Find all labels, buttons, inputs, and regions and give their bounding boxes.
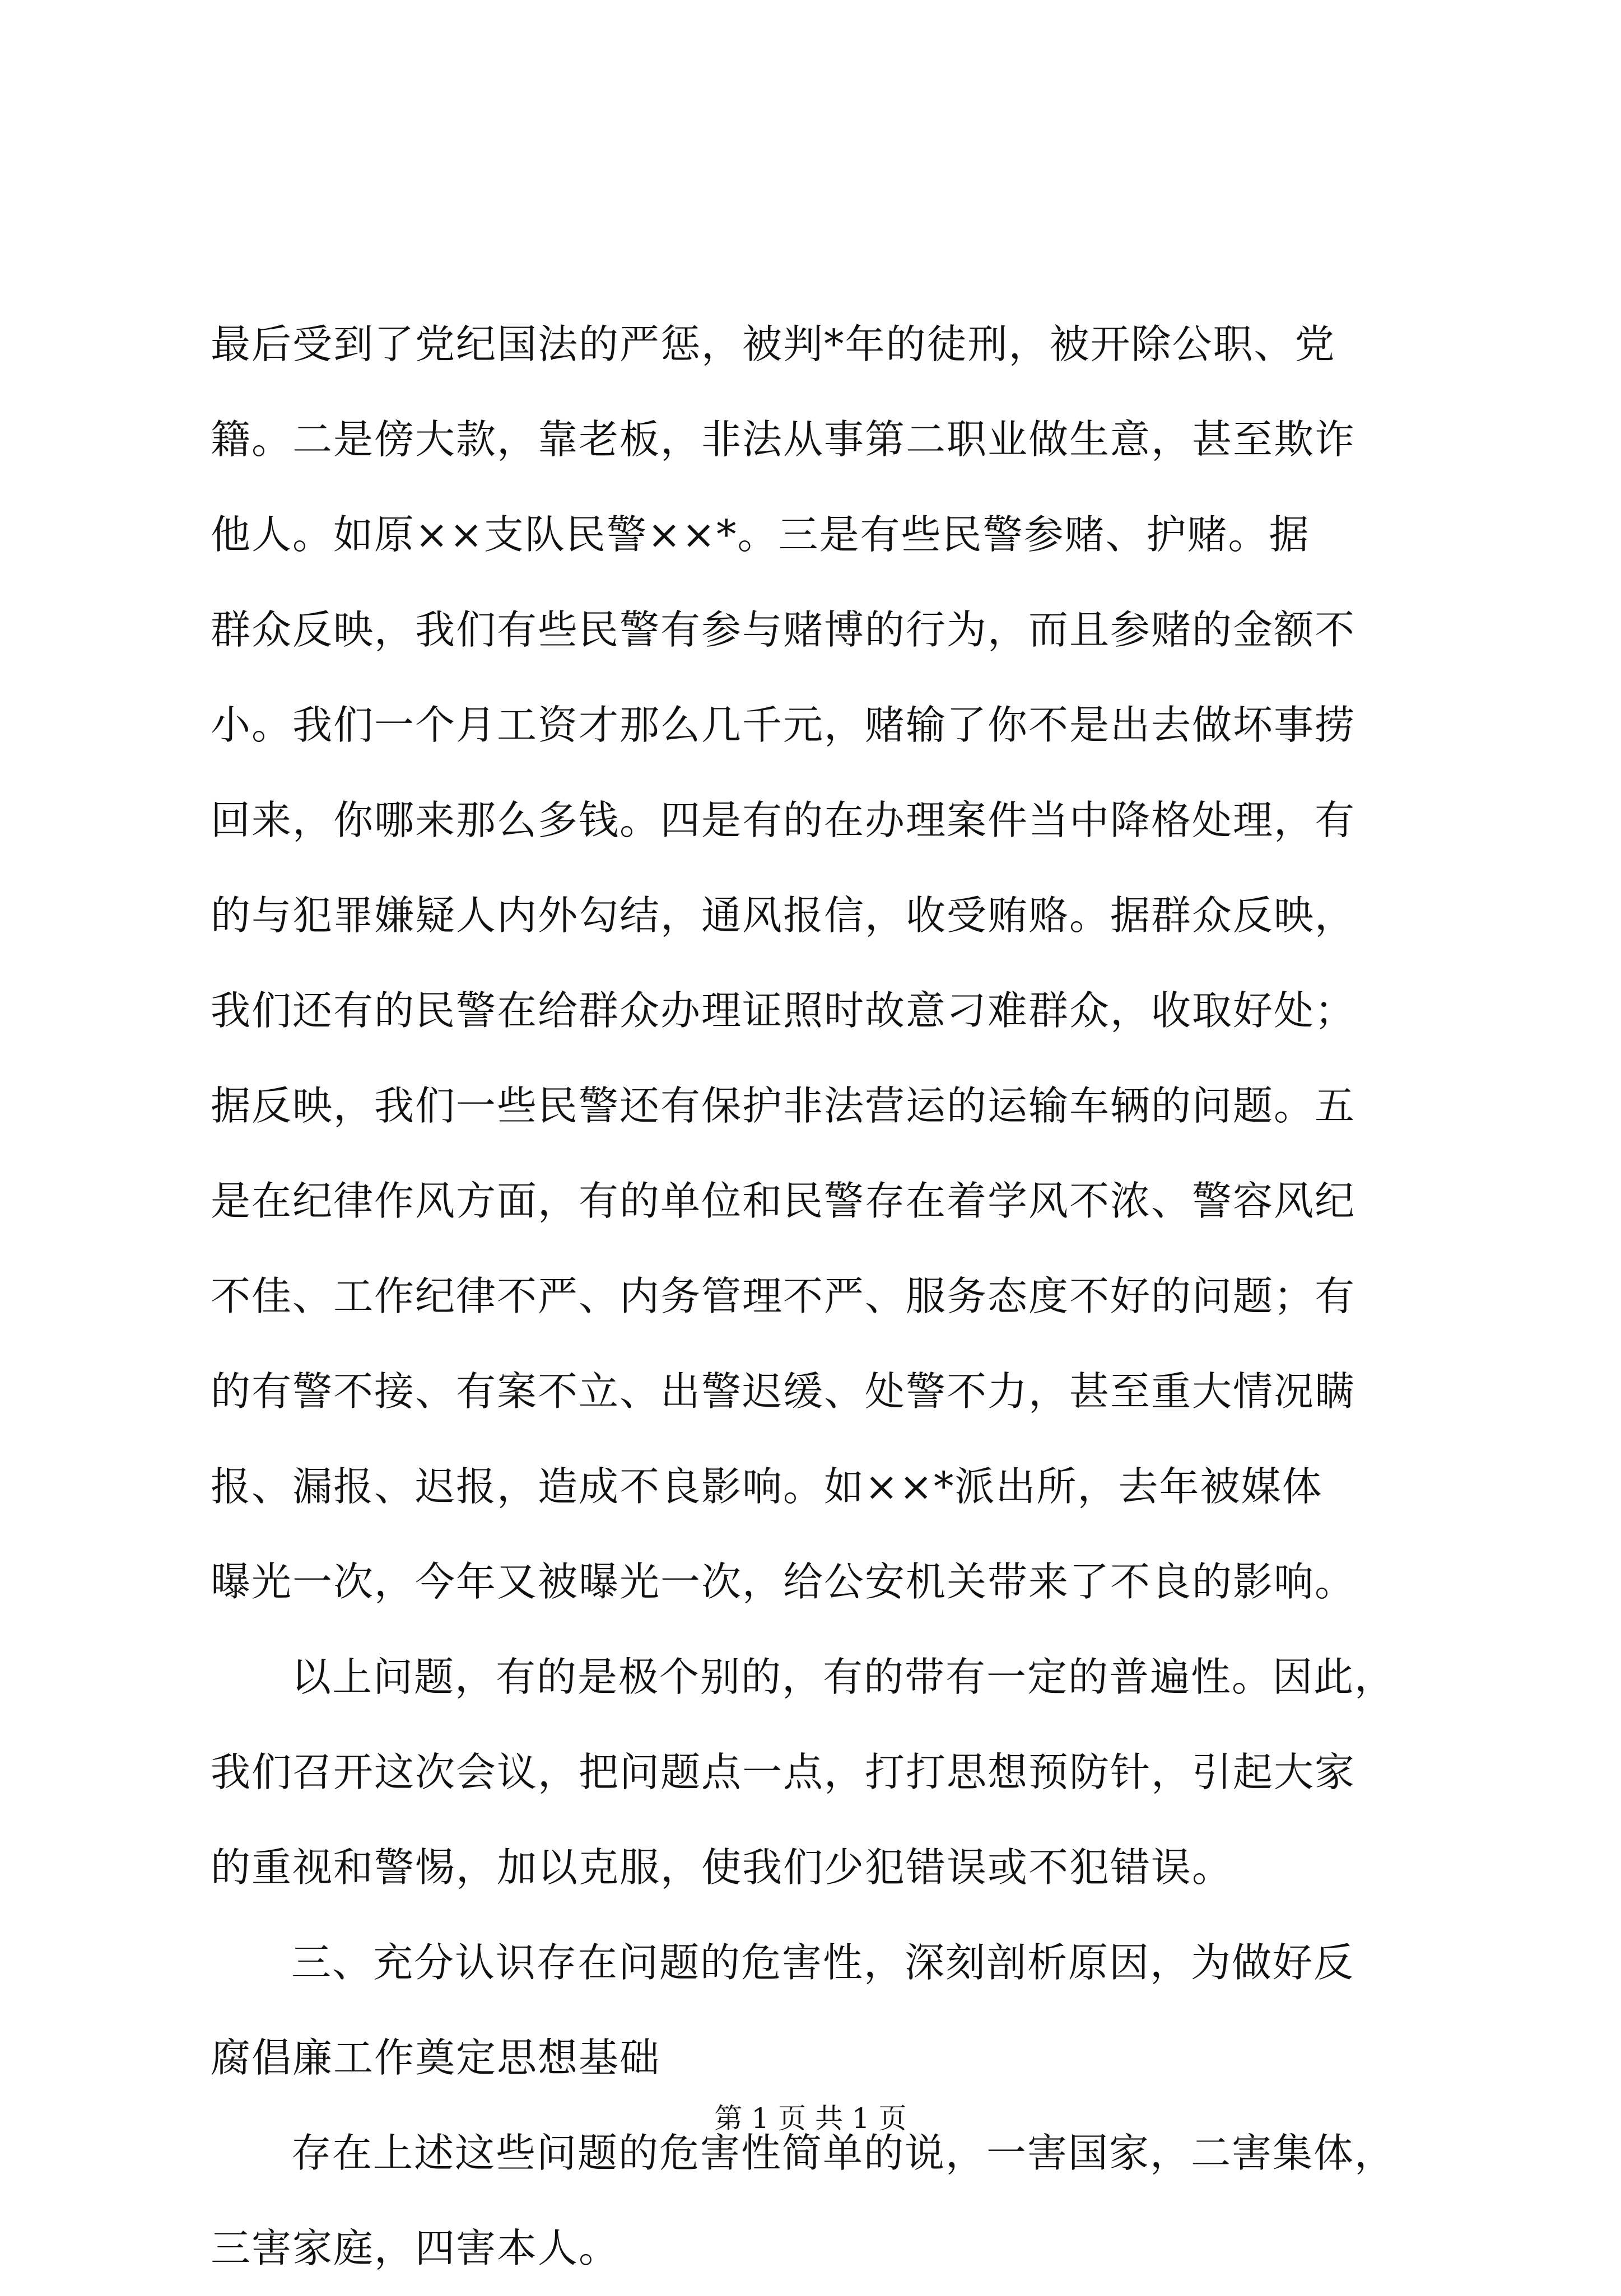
paragraph-start-line: 以上问题，有的是极个别的，有的带有一定的普遍性。因此， — [291, 1654, 1396, 1700]
text-line: 最后受到了党纪国法的严惩，被判*年的徒刑，被开除公职、党 — [211, 321, 1336, 367]
section-heading-line: 三、充分认识存在问题的危害性，深刻剖析原因，为做好反 — [291, 1939, 1355, 1986]
text-line: 是在纪律作风方面，有的单位和民警存在着学风不浓、警容风纪 — [211, 1178, 1356, 1224]
text-line: 他人。如原××支队民警××*。三是有些民警参赌、护赌。据 — [211, 511, 1310, 558]
text-line: 报、漏报、迟报，造成不良影响。如××*派出所，去年被媒体 — [211, 1463, 1323, 1510]
text-line: 小。我们一个月工资才那么几千元，赌输了你不是出去做坏事捞 — [211, 702, 1356, 748]
text-line: 的与犯罪嫌疑人内外勾结，通风报信，收受贿赂。据群众反映， — [211, 892, 1356, 939]
text-line: 据反映，我们一些民警还有保护非法营运的运输车辆的问题。五 — [211, 1082, 1356, 1129]
text-line: 三害家庭，四害本人。 — [211, 2225, 620, 2271]
text-line: 我们召开这次会议，把问题点一点，打打思想预防针，引起大家 — [211, 1749, 1356, 1795]
paragraph-start-line: 存在上述这些问题的危害性简单的说，一害国家，二害集体， — [291, 2130, 1396, 2176]
text-line: 我们还有的民警在给群众办理证照时故意刁难群众，收取好处； — [211, 987, 1356, 1034]
text-line: 的有警不接、有案不立、出警迟缓、处警不力，甚至重大情况瞒 — [211, 1368, 1356, 1415]
text-line: 曝光一次，今年又被曝光一次，给公安机关带来了不良的影响。 — [211, 1558, 1356, 1605]
page-footer: 第 1 页 共 1 页 — [714, 2102, 907, 2135]
section-heading-line: 腐倡廉工作奠定思想基础 — [211, 2034, 661, 2081]
text-line: 籍。二是傍大款，靠老板，非法从事第二职业做生意，甚至欺诈 — [211, 416, 1356, 463]
text-line: 群众反映，我们有些民警有参与赌博的行为，而且参赌的金额不 — [211, 606, 1356, 653]
text-line: 不佳、工作纪律不严、内务管理不严、服务态度不好的问题；有 — [211, 1273, 1356, 1319]
text-line: 回来，你哪来那么多钱。四是有的在办理案件当中降格处理，有 — [211, 797, 1356, 843]
text-line: 的重视和警惕，加以克服，使我们少犯错误或不犯错误。 — [211, 1844, 1233, 1891]
body-text — [211, 297, 1415, 2296]
